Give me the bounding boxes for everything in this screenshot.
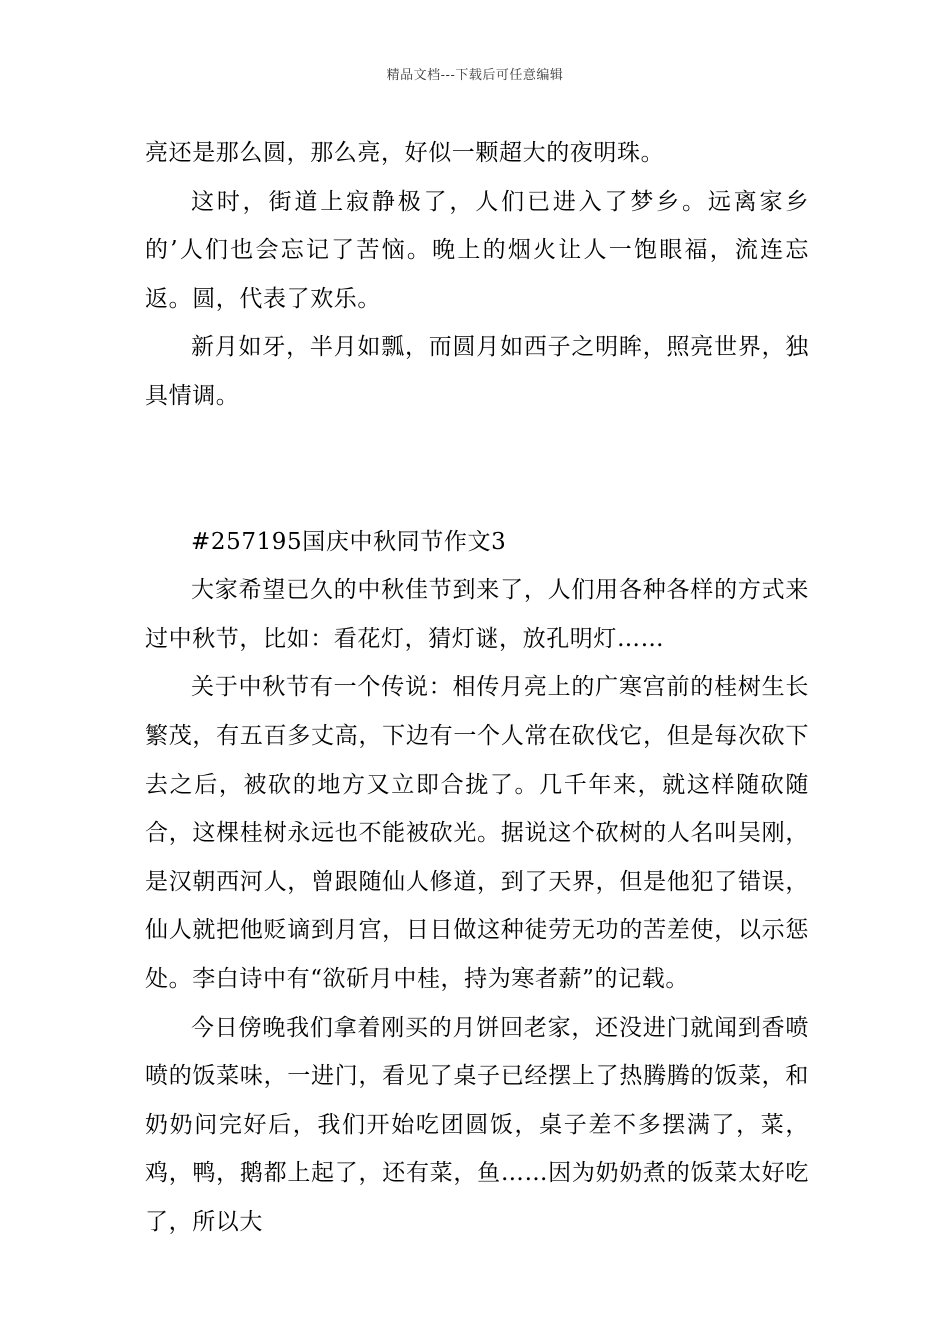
section-title: #257195国庆中秋同节作文3: [191, 528, 507, 555]
paragraph-continuation: 亮还是那么圆，那么亮，好似一颗超大的夜明珠。: [145, 140, 665, 166]
paragraph-festival-intro: 大家希望已久的中秋佳节到来了，人们用各种各样的方式来过中秋节，比如：看花灯，猜灯谜，放孔明灯……: [145, 577, 809, 652]
paragraph-moon-phases: 新月如牙，半月如瓢，而圆月如西子之明眸，照亮世界，独具情调。: [145, 334, 809, 409]
paragraph-reunion-dinner: 今日傍晚我们拿着刚买的月饼回老家，还没进门就闻到香喷喷的饭菜味，一进门，看见了桌子已经摆上了热腾腾的饭菜，和奶奶问完好后，我们开始吃团圆饭，桌子差不多摆满了，菜，鸡，鸭，鹅都上起了，还有菜，鱼……因为奶奶煮的饭菜太好吃了，所以大: [145, 1014, 809, 1235]
paragraph-legend: 关于中秋节有一个传说：相传月亮上的广寒宫前的桂树生长繁茂，有五百多丈高，下边有一个人常在砍伐它，但是每次砍下去之后，被砍的地方又立即合拢了。几千年来，就这样随砍随合，这棵桂树永远也不能被砍光。据说这个砍树的人名叫吴刚，是汉朝西河人，曾跟随仙人修道，到了天界，但是他犯了错误，仙人就把他贬谪到月宫，日日做这种徒劳无功的苦差使，以示惩处。李白诗中有“欲斫月中桂，持为寒者薪”的记载。: [145, 674, 809, 992]
document-body: [145, 129, 809, 1246]
section-gap: [145, 421, 809, 518]
page-header: 精品文档---下载后可任意编辑: [386, 68, 564, 83]
paragraph-street-night: 这时，街道上寂静极了，人们已进入了梦乡。远离家乡的’人们也会忘记了苦恼。晚上的烟火让人一饱眼福，流连忘返。圆，代表了欢乐。: [145, 188, 809, 312]
